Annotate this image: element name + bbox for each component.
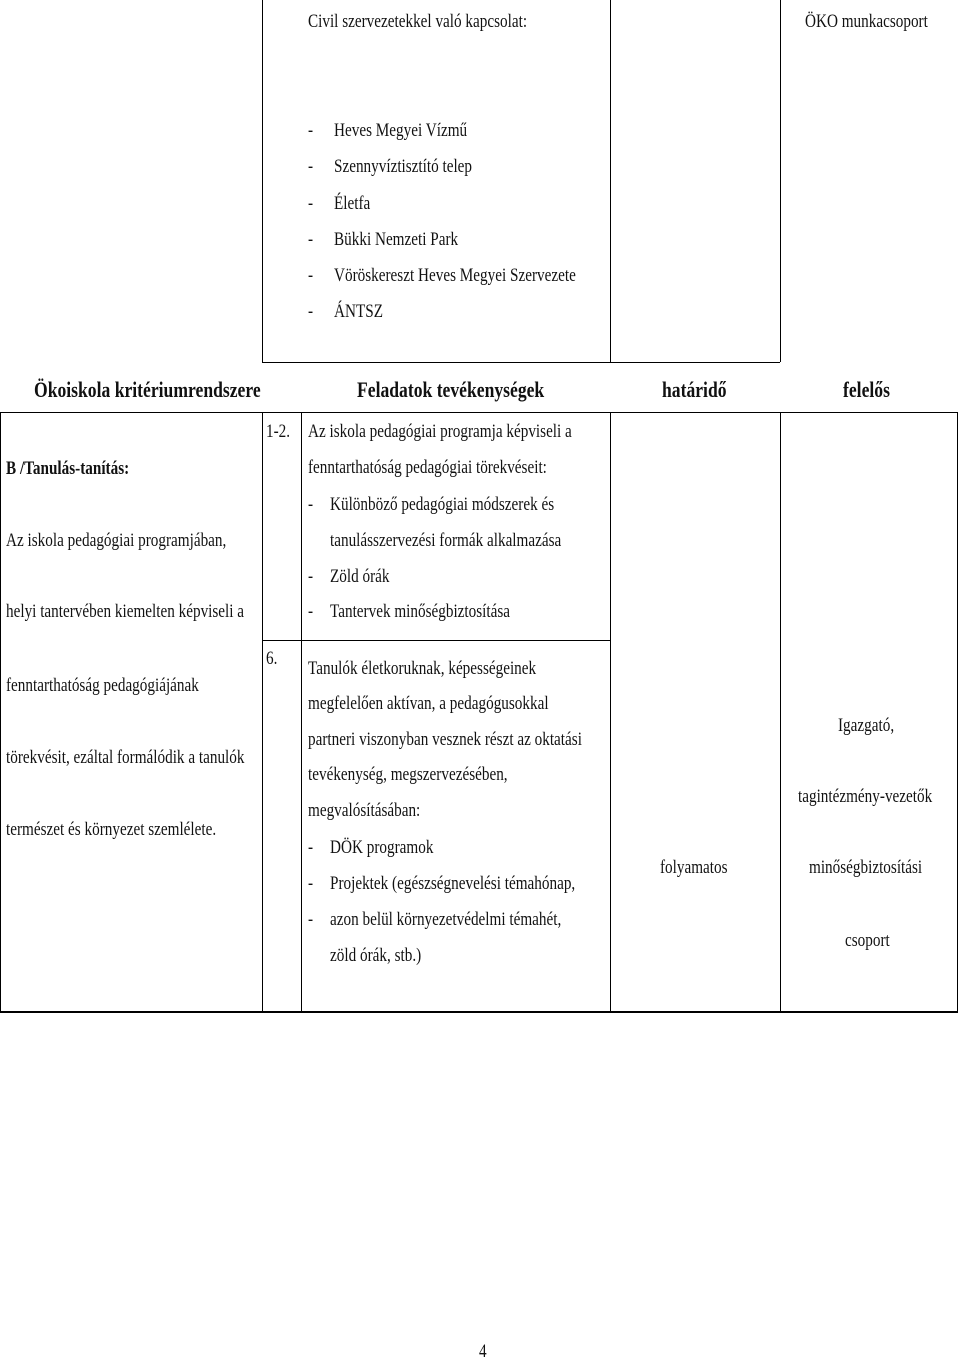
task-item: zöld órák, stb.)	[330, 945, 422, 966]
partner-item: Életfa	[334, 193, 371, 214]
partner-dash: -	[308, 120, 314, 141]
task-item: azon belül környezetvédelmi témahét,	[330, 909, 562, 930]
task-item: Tantervek minőségbiztosítása	[330, 601, 511, 622]
task-line: megvalósításában:	[308, 800, 421, 821]
tasks-col-inner-border	[301, 412, 302, 1012]
partner-dash: -	[308, 193, 314, 214]
task-item: Zöld órák	[330, 566, 390, 587]
partner-item: Heves Megyei Vízmű	[334, 120, 468, 141]
task-number: 1-2.	[266, 421, 291, 442]
partner-item: ÁNTSZ	[334, 301, 383, 322]
criteria-title: B /Tanulás-tanítás:	[6, 458, 130, 479]
partner-dash: -	[308, 156, 314, 177]
partner-dash: -	[308, 301, 314, 322]
top-right-border	[780, 0, 781, 362]
header-responsible: felelős	[843, 377, 890, 402]
top-left-border	[262, 0, 263, 362]
deadline-value: folyamatos	[660, 857, 728, 878]
page-number: 4	[479, 1341, 487, 1362]
deadline-col-right-border	[780, 412, 781, 1012]
task-number: 6.	[266, 648, 278, 669]
task-dash: -	[308, 837, 314, 858]
responsible-line: csoport	[845, 930, 890, 951]
partner-item: Szennyvíztisztító telep	[334, 156, 473, 177]
responsible-line: minőségbiztosítási	[809, 857, 923, 878]
task-line: megfelelően aktívan, a pedagógusokkal	[308, 693, 549, 714]
task-line: Tanulók életkoruknak, képességeinek	[308, 658, 537, 679]
criteria-line: fenntarthatóság pedagógiájának	[6, 675, 199, 696]
partner-item: Vöröskereszt Heves Megyei Szervezete	[334, 265, 576, 286]
header-tasks: Feladatok tevékenységek	[357, 377, 545, 402]
header-deadline: határidő	[662, 377, 727, 402]
task-item: tanulásszervezési formák alkalmazása	[330, 530, 562, 551]
criteria-line: Az iskola pedagógiai programjában,	[6, 530, 227, 551]
task-item: DÖK programok	[330, 837, 434, 858]
task-dash: -	[308, 601, 314, 622]
criteria-col-border	[0, 412, 1, 1012]
task-item: Különböző pedagógiai módszerek és	[330, 494, 555, 515]
task-dash: -	[308, 909, 314, 930]
table-right-border	[957, 412, 958, 1012]
partner-dash: -	[308, 229, 314, 250]
task-dash: -	[308, 873, 314, 894]
task-dash: -	[308, 566, 314, 587]
header-row-divider	[0, 412, 958, 413]
criteria-line: törekvésit, ezáltal formálódik a tanulók	[6, 747, 245, 768]
header-criteria: Ökoiskola kritériumrendszere	[34, 377, 261, 402]
task-line: partneri viszonyban vesznek részt az oktatási	[308, 729, 582, 750]
partner-dash: -	[308, 265, 314, 286]
tasks-col-left-border	[262, 412, 263, 1012]
task-line: Az iskola pedagógiai programja képviseli a	[308, 421, 572, 442]
deadline-col-left-border	[610, 412, 611, 1012]
task-item: Projektek (egészségnevelési témahónap,	[330, 873, 576, 894]
criteria-line: természet és környezet szemlélete.	[6, 819, 217, 840]
responsible-line: tagintézmény-vezetők	[798, 786, 933, 807]
top-mid-border	[610, 0, 611, 362]
task-line: tevékenység, megszervezésében,	[308, 764, 508, 785]
top-row-divider	[262, 362, 780, 363]
partner-item: Bükki Nemzeti Park	[334, 229, 459, 250]
criteria-line: helyi tantervében kiemelten képviseli a	[6, 601, 245, 622]
responsible-line: Igazgató,	[838, 715, 895, 736]
civil-label: Civil szervezetekkel való kapcsolat:	[308, 11, 528, 32]
top-responsible: ÖKO munkacsoport	[805, 11, 928, 32]
task-dash: -	[308, 494, 314, 515]
task-line: fenntarthatóság pedagógiai törekvéseit:	[308, 457, 547, 478]
table-bottom-border	[0, 1011, 958, 1013]
tasks-row-divider	[262, 640, 610, 641]
